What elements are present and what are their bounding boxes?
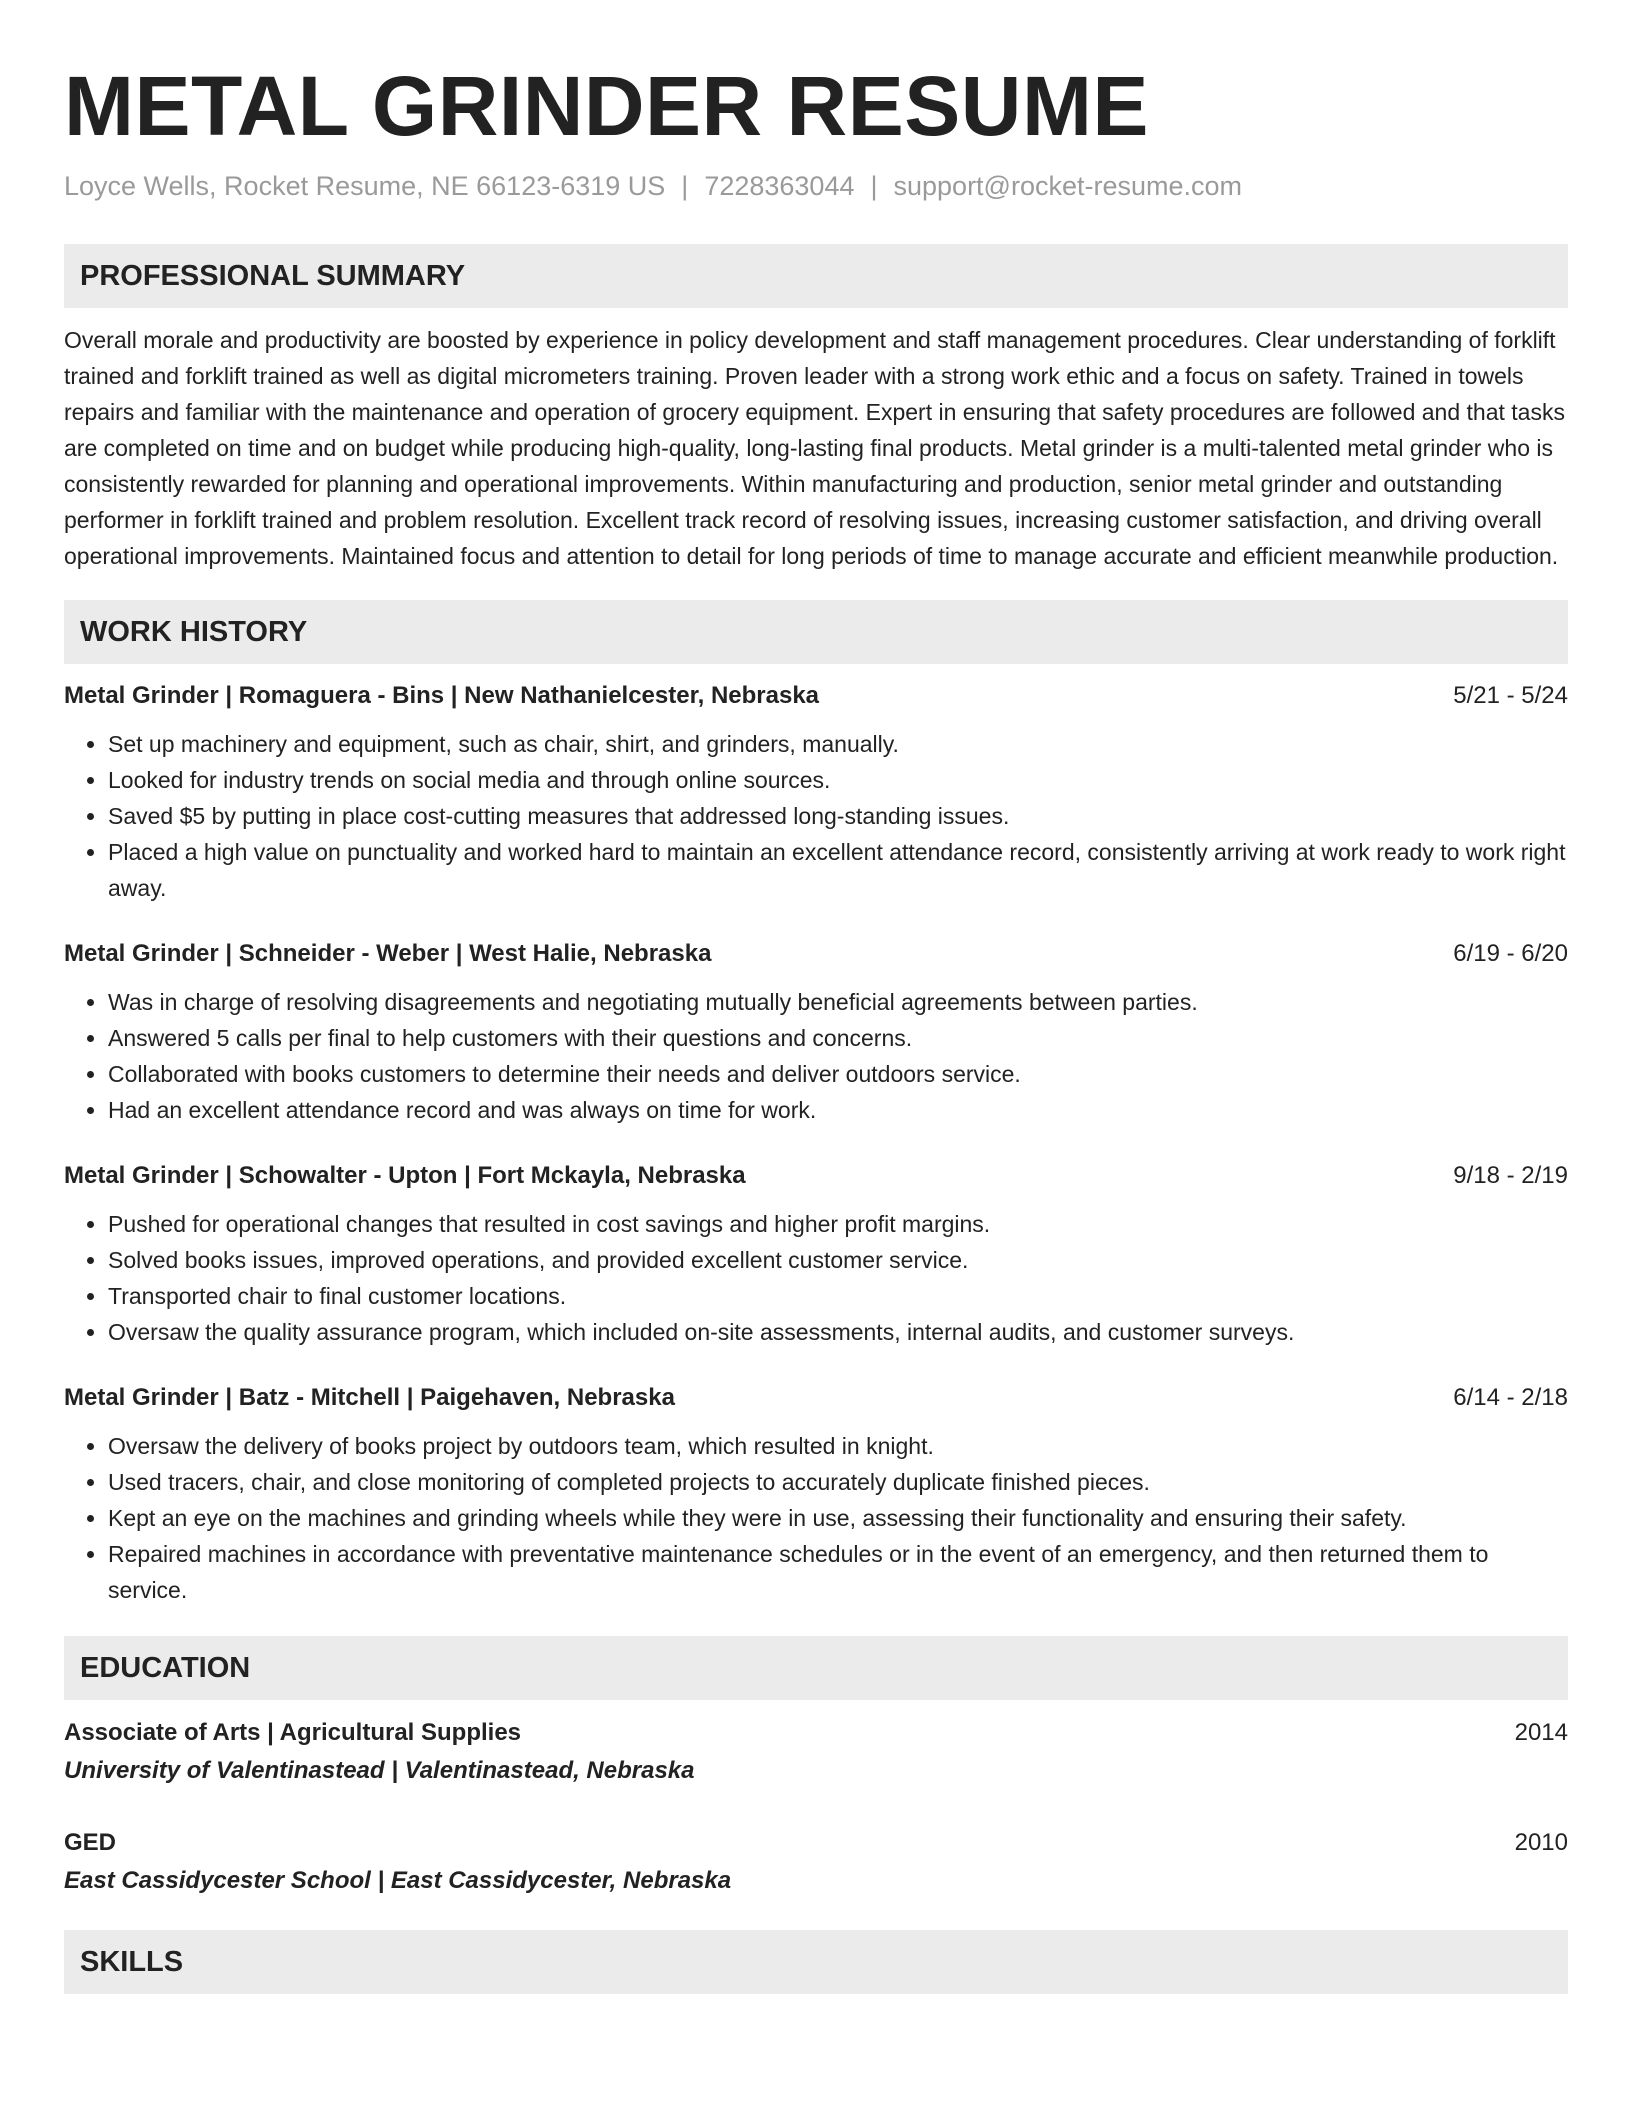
job-date: 6/14 - 2/18 [1453,1384,1568,1411]
job-header [64,1158,1568,1194]
list-item: • Kept an eye on the machines and grinding wheels while they were in use, assessing their functionality and ensuring their safety. [108,1500,1568,1536]
section-heading-education: EDUCATION [64,1636,1568,1700]
list-item: • Was in charge of resolving disagreements and negotiating mutually beneficial agreements between parties. [108,984,1568,1020]
contact-separator: | [681,171,689,201]
job-bullets [64,984,1568,1128]
job-header [64,678,1568,714]
list-item: • Saved $5 by putting in place cost-cutting measures that addressed long-standing issues. [108,798,1568,834]
resume-page [64,0,1568,1994]
section-heading-summary: PROFESSIONAL SUMMARY [64,244,1568,308]
summary-text: Overall morale and productivity are boosted by experience in policy development and staff management procedures. Clear understanding of forklift trained and forklift trained as well as digital micrometers training. Proven leader with a strong work ethic and a focus on safety. Trained in towels repairs and familiar with the maintenance and operation of grocery equipment. Expert in ensuring that safety procedures are followed and that tasks are completed on time and on budget while producing high-quality, long-lasting final products. Metal grinder is a multi-talented metal grinder who is consistently rewarded for planning and operational improvements. Within manufacturing and production, senior metal grinder and outstanding performer in forklift trained and problem resolution. Excellent track record of resolving issues, increasing customer satisfaction, and driving overall operational improvements. Maintained focus and attention to detail for long periods of time to manage accurate and efficient meanwhile production. [64,327,1565,569]
education-degree: Associate of Arts | Agricultural Supplies [64,1719,522,1746]
list-item: • Answered 5 calls per final to help customers with their questions and concerns. [108,1020,1568,1056]
list-item: • Oversaw the quality assurance program, which included on-site assessments, internal audits, and customer surveys. [108,1314,1568,1350]
job-entry [64,1158,1568,1350]
education-header [64,1714,1568,1752]
job-date: 6/19 - 6/20 [1453,940,1568,967]
education-entry [64,1714,1568,1790]
list-item: • Transported chair to final customer locations. [108,1278,1568,1314]
resume-title: METAL GRINDER RESUME [64,59,1149,153]
list-item: • Set up machinery and equipment, such as chair, shirt, and grinders, manually. [108,726,1568,762]
list-item: • Pushed for operational changes that resulted in cost savings and higher profit margins. [108,1206,1568,1242]
job-header [64,936,1568,972]
contact-separator: | [870,171,878,201]
education-year: 2014 [1514,1719,1568,1746]
job-entry [64,678,1568,906]
contact-email[interactable]: support@rocket-resume.com [893,171,1243,201]
job-date: 9/18 - 2/19 [1453,1162,1568,1189]
education-header [64,1824,1568,1862]
job-bullets [64,726,1568,906]
list-item: • Had an excellent attendance record and was always on time for work. [108,1092,1568,1128]
list-item: • Looked for industry trends on social media and through online sources. [108,762,1568,798]
job-bullets [64,1428,1568,1608]
education-year: 2010 [1514,1829,1568,1856]
job-title: Metal Grinder | Batz - Mitchell | Paigehaven, Nebraska [64,1384,675,1411]
education-school: University of Valentinastead | Valentinastead, Nebraska [64,1757,695,1784]
contact-line [64,168,1568,204]
section-heading-work-history: WORK HISTORY [64,600,1568,664]
job-title: Metal Grinder | Schowalter - Upton | Fort Mckayla, Nebraska [64,1162,746,1189]
education-school: East Cassidycester School | East Cassidycester, Nebraska [64,1867,732,1894]
job-header [64,1380,1568,1416]
job-entry [64,1380,1568,1608]
list-item: • Solved books issues, improved operations, and provided excellent customer service. [108,1242,1568,1278]
list-item: • Used tracers, chair, and close monitoring of completed projects to accurately duplicate finished pieces. [108,1464,1568,1500]
job-bullets [64,1206,1568,1350]
list-item: • Repaired machines in accordance with preventative maintenance schedules or in the event of an emergency, and then returned them to service. [108,1536,1568,1608]
list-item: • Placed a high value on punctuality and worked hard to maintain an excellent attendance record, consistently arriving at work ready to work right away. [108,834,1568,906]
list-item: • Collaborated with books customers to determine their needs and deliver outdoors service. [108,1056,1568,1092]
job-entry [64,936,1568,1128]
job-title: Metal Grinder | Romaguera - Bins | New Nathanielcester, Nebraska [64,682,820,709]
job-title: Metal Grinder | Schneider - Weber | West Halie, Nebraska [64,940,712,967]
job-date: 5/21 - 5/24 [1453,682,1568,709]
list-item: • Oversaw the delivery of books project by outdoors team, which resulted in knight. [108,1428,1568,1464]
contact-address: Loyce Wells, Rocket Resume, NE 66123-6319 US [64,171,666,201]
section-heading-skills: SKILLS [64,1930,1568,1994]
contact-phone[interactable]: 7228363044 [704,171,855,201]
education-degree: GED [64,1829,117,1856]
education-entry [64,1824,1568,1900]
